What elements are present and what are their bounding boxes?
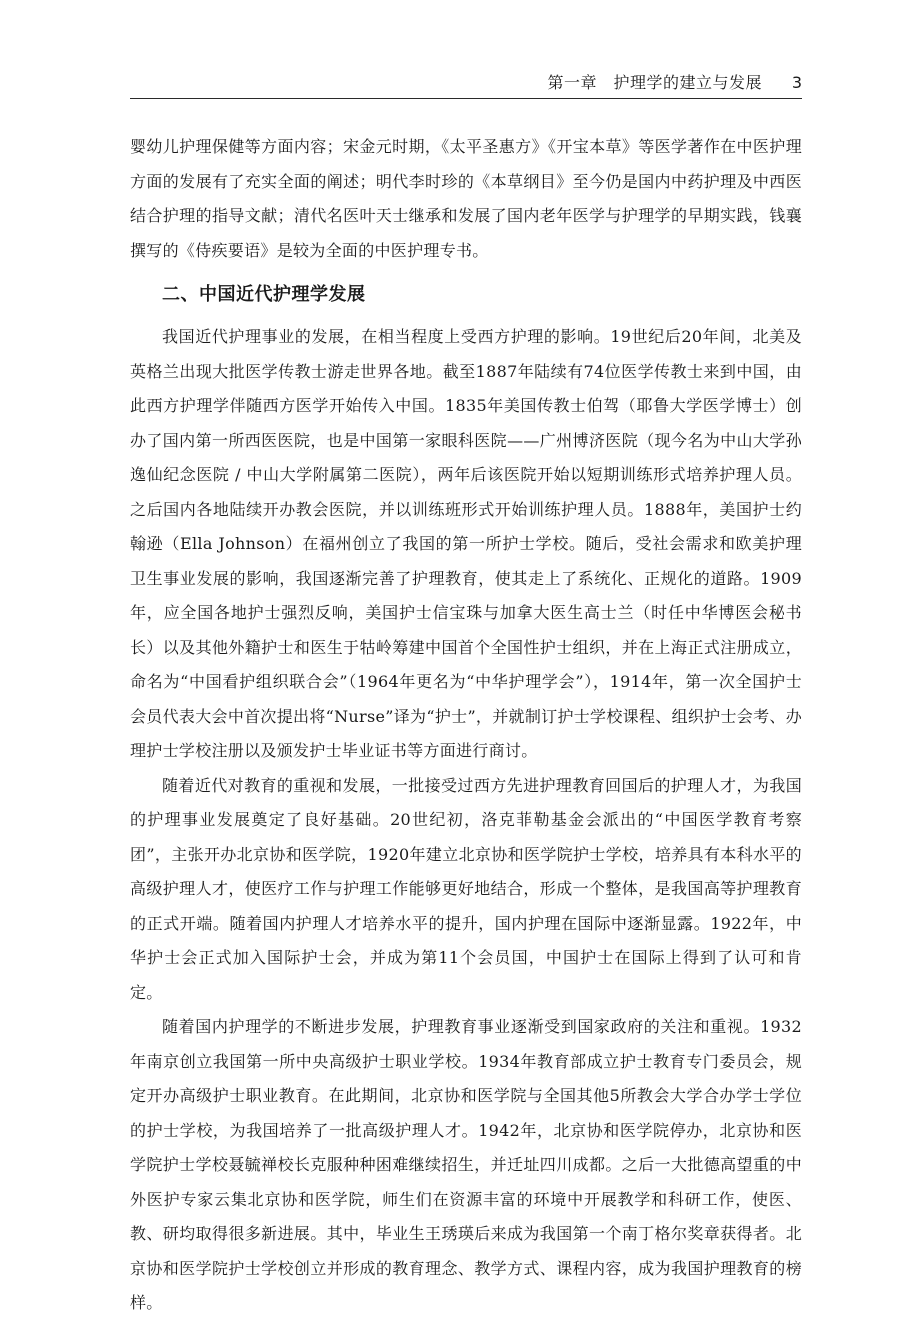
paragraph-modern-origins: 我国近代护理事业的发展，在相当程度上受西方护理的影响。19世纪后20年间，北美及英格兰出现大批医学传教士游走世界各地。截至1887年陆续有74位医学传教士来到中国，由此西方护理学伴随西方医学开始传入中国。1835年美国传教士伯驾（耶鲁大学医学博士）创办了国内第一所西医医院，也是中国第一家眼科医院——广州博济医院（现今名为中山大学孙逸仙纪念医院 / 中山大学附属第二医院），两年后该医院开始以短期训练形式培养护理人员。之后国内各地陆续开办教会医院，并以训练班形式开始训练护理人员。1888年，美国护士约翰逊（Ella Johnson）在福州创立了我国的第一所护士学校。随后，受社会需求和欧美护理卫生事业发展的影响，我国逐渐完善了护理教育，使其走上了系统化、正规化的道路。1909年，应全国各地护士强烈反响，美国护士信宝珠与加拿大医生高士兰（时任中华博医会秘书长）以及其他外籍护士和医生于牯岭筹建中国首个全国性护士组织，并在上海正式注册成立，命名为“中国看护组织联合会”（1964年更名为“中华护理学会”），1914年，第一次全国护士会员代表大会中首次提出将“Nurse”译为“护士”，并就制订护士学校课程、组织护士会考、办理护士学校注册以及颁发护士毕业证书等方面进行商讨。 [130, 327, 802, 760]
page-number: 3 [791, 73, 802, 92]
continued-paragraph: 婴幼儿护理保健等方面内容；宋金元时期，《太平圣惠方》《开宝本草》等医学著作在中医护理方面的发展有了充实全面的阐述；明代李时珍的《本草纲目》至今仍是国内中药护理及中西医结合护理的指导文献；清代名医叶天士继承和发展了国内老年医学与护理学的早期实践，钱襄撰写的《侍疾要语》是较为全面的中医护理专书。 [130, 137, 802, 260]
paragraph-education-foundation: 随着近代对教育的重视和发展，一批接受过西方先进护理教育回国后的护理人才，为我国的护理事业发展奠定了良好基础。20世纪初，洛克菲勒基金会派出的“中国医学教育考察团”，主张开办北京协和医学院，1920年建立北京协和医学院护士学校，培养具有本科水平的高级护理人才，使医疗工作与护理工作能够更好地结合，形成一个整体，是我国高等护理教育的正式开端。随着国内护理人才培养水平的提升，国内护理在国际中逐渐显露。1922年，中华护士会正式加入国际护士会，并成为第11个会员国，中国护士在国际上得到了认可和肯定。 [130, 775, 802, 1002]
running-header [130, 72, 802, 99]
paragraph-government-attention: 随着国内护理学的不断进步发展，护理教育事业逐渐受到国家政府的关注和重视。1932年南京创立我国第一所中央高级护士职业学校。1934年教育部成立护士教育专门委员会，规定开办高级护士职业教育。在此期间，北京协和医学院与全国其他5所教会大学合办学士学位的护士学校，为我国培养了一批高级护理人才。1942年，北京协和医学院停办，北京协和医学院护士学校聂毓禅校长克服种种困难继续招生，并迁址四川成都。之后一大批德高望重的中外医护专家云集北京协和医学院，师生们在资源丰富的环境中开展教学和科研工作，使医、教、研均取得很多新进展。其中，毕业生王琇瑛后来成为我国第一个南丁格尔奖章获得者。北京协和医学院护士学校创立并形成的教育理念、教学方式、课程内容，成为我国护理教育的榜样。 [130, 1017, 802, 1312]
section-heading: 二、中国近代护理学发展 [162, 284, 366, 305]
chapter-title: 第一章 护理学的建立与发展 [547, 73, 762, 92]
page-body [130, 130, 802, 1321]
